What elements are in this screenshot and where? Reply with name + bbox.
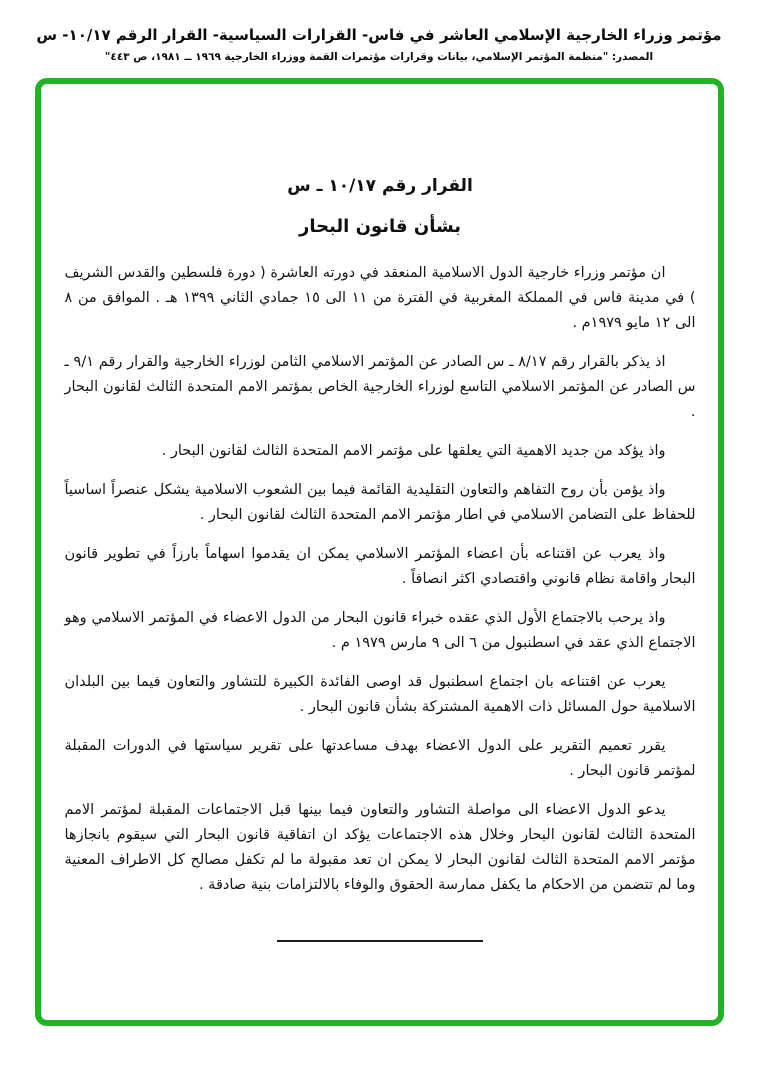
header-citation-line: المصدر: "منظمة المؤتمر الإسلامي، بيانات وقرارات مؤتمرات القمة ووزراء الخارجية ١٩٦٩ ــ ١٩٨١، ص ٤٤٣"	[104, 51, 654, 63]
paragraph: واذ يؤكد من جديد الاهمية التي يعلقها على مؤتمر الامم المتحدة الثالث لقانون البحار .	[161, 443, 666, 459]
divider-line	[277, 940, 483, 942]
resolution-content	[41, 84, 718, 942]
paragraph: واذ يرحب بالاجتماع الأول الذي عقده خبراء قانون البحار من الدول الاعضاء في المؤتمر الاسلامي وهو الاجتماع الذي عقد في اسطنبول من ٦ الى ٩ مارس ١٩٧٩ م .	[64, 610, 696, 651]
paragraph: يدعو الدول الاعضاء الى مواصلة التشاور والتعاون فيما بينها قبل الاجتماعات المقبلة لمؤتمر الامم المتحدة الثالث لقانون البحار وخلال هذه الاجتماعات يؤكد ان اتفاقية قانون البحار التي سيقوم بانجازها مؤتمر الامم المتحدة الثالث لقانون البحار لا يمكن ان تعد مقبولة ما لم تكفل مصالح كل الاطراف المعنية وما لم تتضمن من الاحكام ما يكفل ممارسة الحقوق والوفاء بالالتزامات بنية صادقة .	[64, 802, 696, 893]
paragraph: ان مؤتمر وزراء خارجية الدول الاسلامية المنعقد في دورته العاشرة ( دورة فلسطين والقدس الشريف ) في مدينة فاس في المملكة المغربية في الفترة من ١١ الى ١٥ جمادي الثاني ١٣٩٩ هـ . الموافق من ٨ الى ١٢ مايو ١٩٧٩م .	[64, 265, 696, 331]
paragraph: يقرر تعميم التقرير على الدول الاعضاء بهدف مساعدتها على تقرير سياستها في الدورات المقبلة لمؤتمر قانون البحار .	[64, 738, 696, 779]
resolution-number-title: القرار رقم ١٠/١٧ ـ س	[287, 176, 473, 196]
paragraph: واذ يعرب عن اقتناعه بأن اعضاء المؤتمر الاسلامي يمكن ان يقدموا اسهاماً بارزاً في تطوير قانون البحار واقامة نظام قانوني واقتصادي اكثر انصافاً .	[64, 546, 696, 587]
document-header	[0, 0, 758, 63]
paragraph: يعرب عن اقتناعه بان اجتماع اسطنبول قد اوصى الفائدة الكبيرة للتشاور والتعاون فيما بين البلدان الاسلامية حول المسائل ذات الاهمية المشتركة بشأن قانون البحار .	[64, 674, 696, 715]
paragraph: اذ يذكر بالقرار رقم ٨/١٧ ـ س الصادر عن المؤتمر الاسلامي الثامن لوزراء الخارجية والقرار رقم ٩/١ ـ س الصادر عن المؤتمر الاسلامي التاسع لوزراء الخارجية الخاص بمؤتمر الامم المتحدة الثالث لقانون البحار .	[64, 354, 696, 420]
green-border-frame	[35, 78, 724, 1026]
header-source-line: مؤتمر وزراء الخارجية الإسلامي العاشر في فاس- القرارات السياسية- القرار الرقم ١٠/١٧- س	[36, 26, 722, 44]
paragraph: واذ يؤمن بأن روح التفاهم والتعاون التقليدية القائمة فيما بين الشعوب الاسلامية يشكل عنصراً اساسياً للحفاظ على التضامن الاسلامي في اطار مؤتمر الامم المتحدة الثالث لقانون البحار .	[64, 482, 696, 523]
resolution-body	[65, 261, 696, 898]
resolution-subject-title: بشأن قانون البحار	[298, 216, 462, 237]
